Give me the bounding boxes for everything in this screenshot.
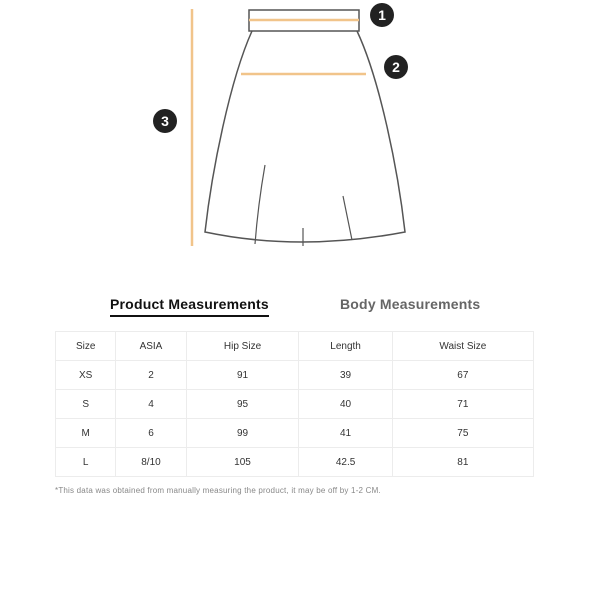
table-row <box>56 361 534 390</box>
badge-2 <box>384 55 408 79</box>
table-cell: 91 <box>186 361 299 390</box>
svg-text:2: 2 <box>392 59 400 75</box>
table-cell: 6 <box>116 419 186 448</box>
column-header-asia: ASIA <box>116 332 186 361</box>
table-cell: 95 <box>186 390 299 419</box>
skirt-pleat-right <box>343 196 352 240</box>
table-header-row <box>56 332 534 361</box>
size-chart-table <box>55 331 534 477</box>
table-cell: XS <box>56 361 116 390</box>
table-cell: 67 <box>392 361 533 390</box>
table-cell: L <box>56 448 116 477</box>
table-cell: S <box>56 390 116 419</box>
measurement-tabs <box>0 296 600 322</box>
table-row <box>56 390 534 419</box>
table-row <box>56 448 534 477</box>
table-cell: 99 <box>186 419 299 448</box>
skirt-body-outline <box>205 31 405 242</box>
badge-3 <box>153 109 177 133</box>
tab-body-measurements[interactable]: Body Measurements <box>340 296 481 312</box>
tab-product-measurements[interactable]: Product Measurements <box>110 296 269 317</box>
table-cell: 75 <box>392 419 533 448</box>
column-header-hip-size: Hip Size <box>186 332 299 361</box>
table-cell: 2 <box>116 361 186 390</box>
svg-text:1: 1 <box>378 7 386 23</box>
column-header-waist-size: Waist Size <box>392 332 533 361</box>
table-cell: 41 <box>299 419 392 448</box>
table-row <box>56 419 534 448</box>
table-cell: 42.5 <box>299 448 392 477</box>
table-cell: 8/10 <box>116 448 186 477</box>
table-cell: 4 <box>116 390 186 419</box>
table-cell: 105 <box>186 448 299 477</box>
column-header-length: Length <box>299 332 392 361</box>
skirt-pleat-left <box>255 165 265 244</box>
table-cell: 40 <box>299 390 392 419</box>
table-cell: 81 <box>392 448 533 477</box>
column-header-size: Size <box>56 332 116 361</box>
table-cell: M <box>56 419 116 448</box>
table-cell: 39 <box>299 361 392 390</box>
skirt-measurement-diagram <box>0 0 600 260</box>
measurement-disclaimer: *This data was obtained from manually measuring the product, it may be off by 1-2 CM. <box>55 486 381 495</box>
badge-1 <box>370 3 394 27</box>
table-cell: 71 <box>392 390 533 419</box>
svg-text:3: 3 <box>161 113 169 129</box>
